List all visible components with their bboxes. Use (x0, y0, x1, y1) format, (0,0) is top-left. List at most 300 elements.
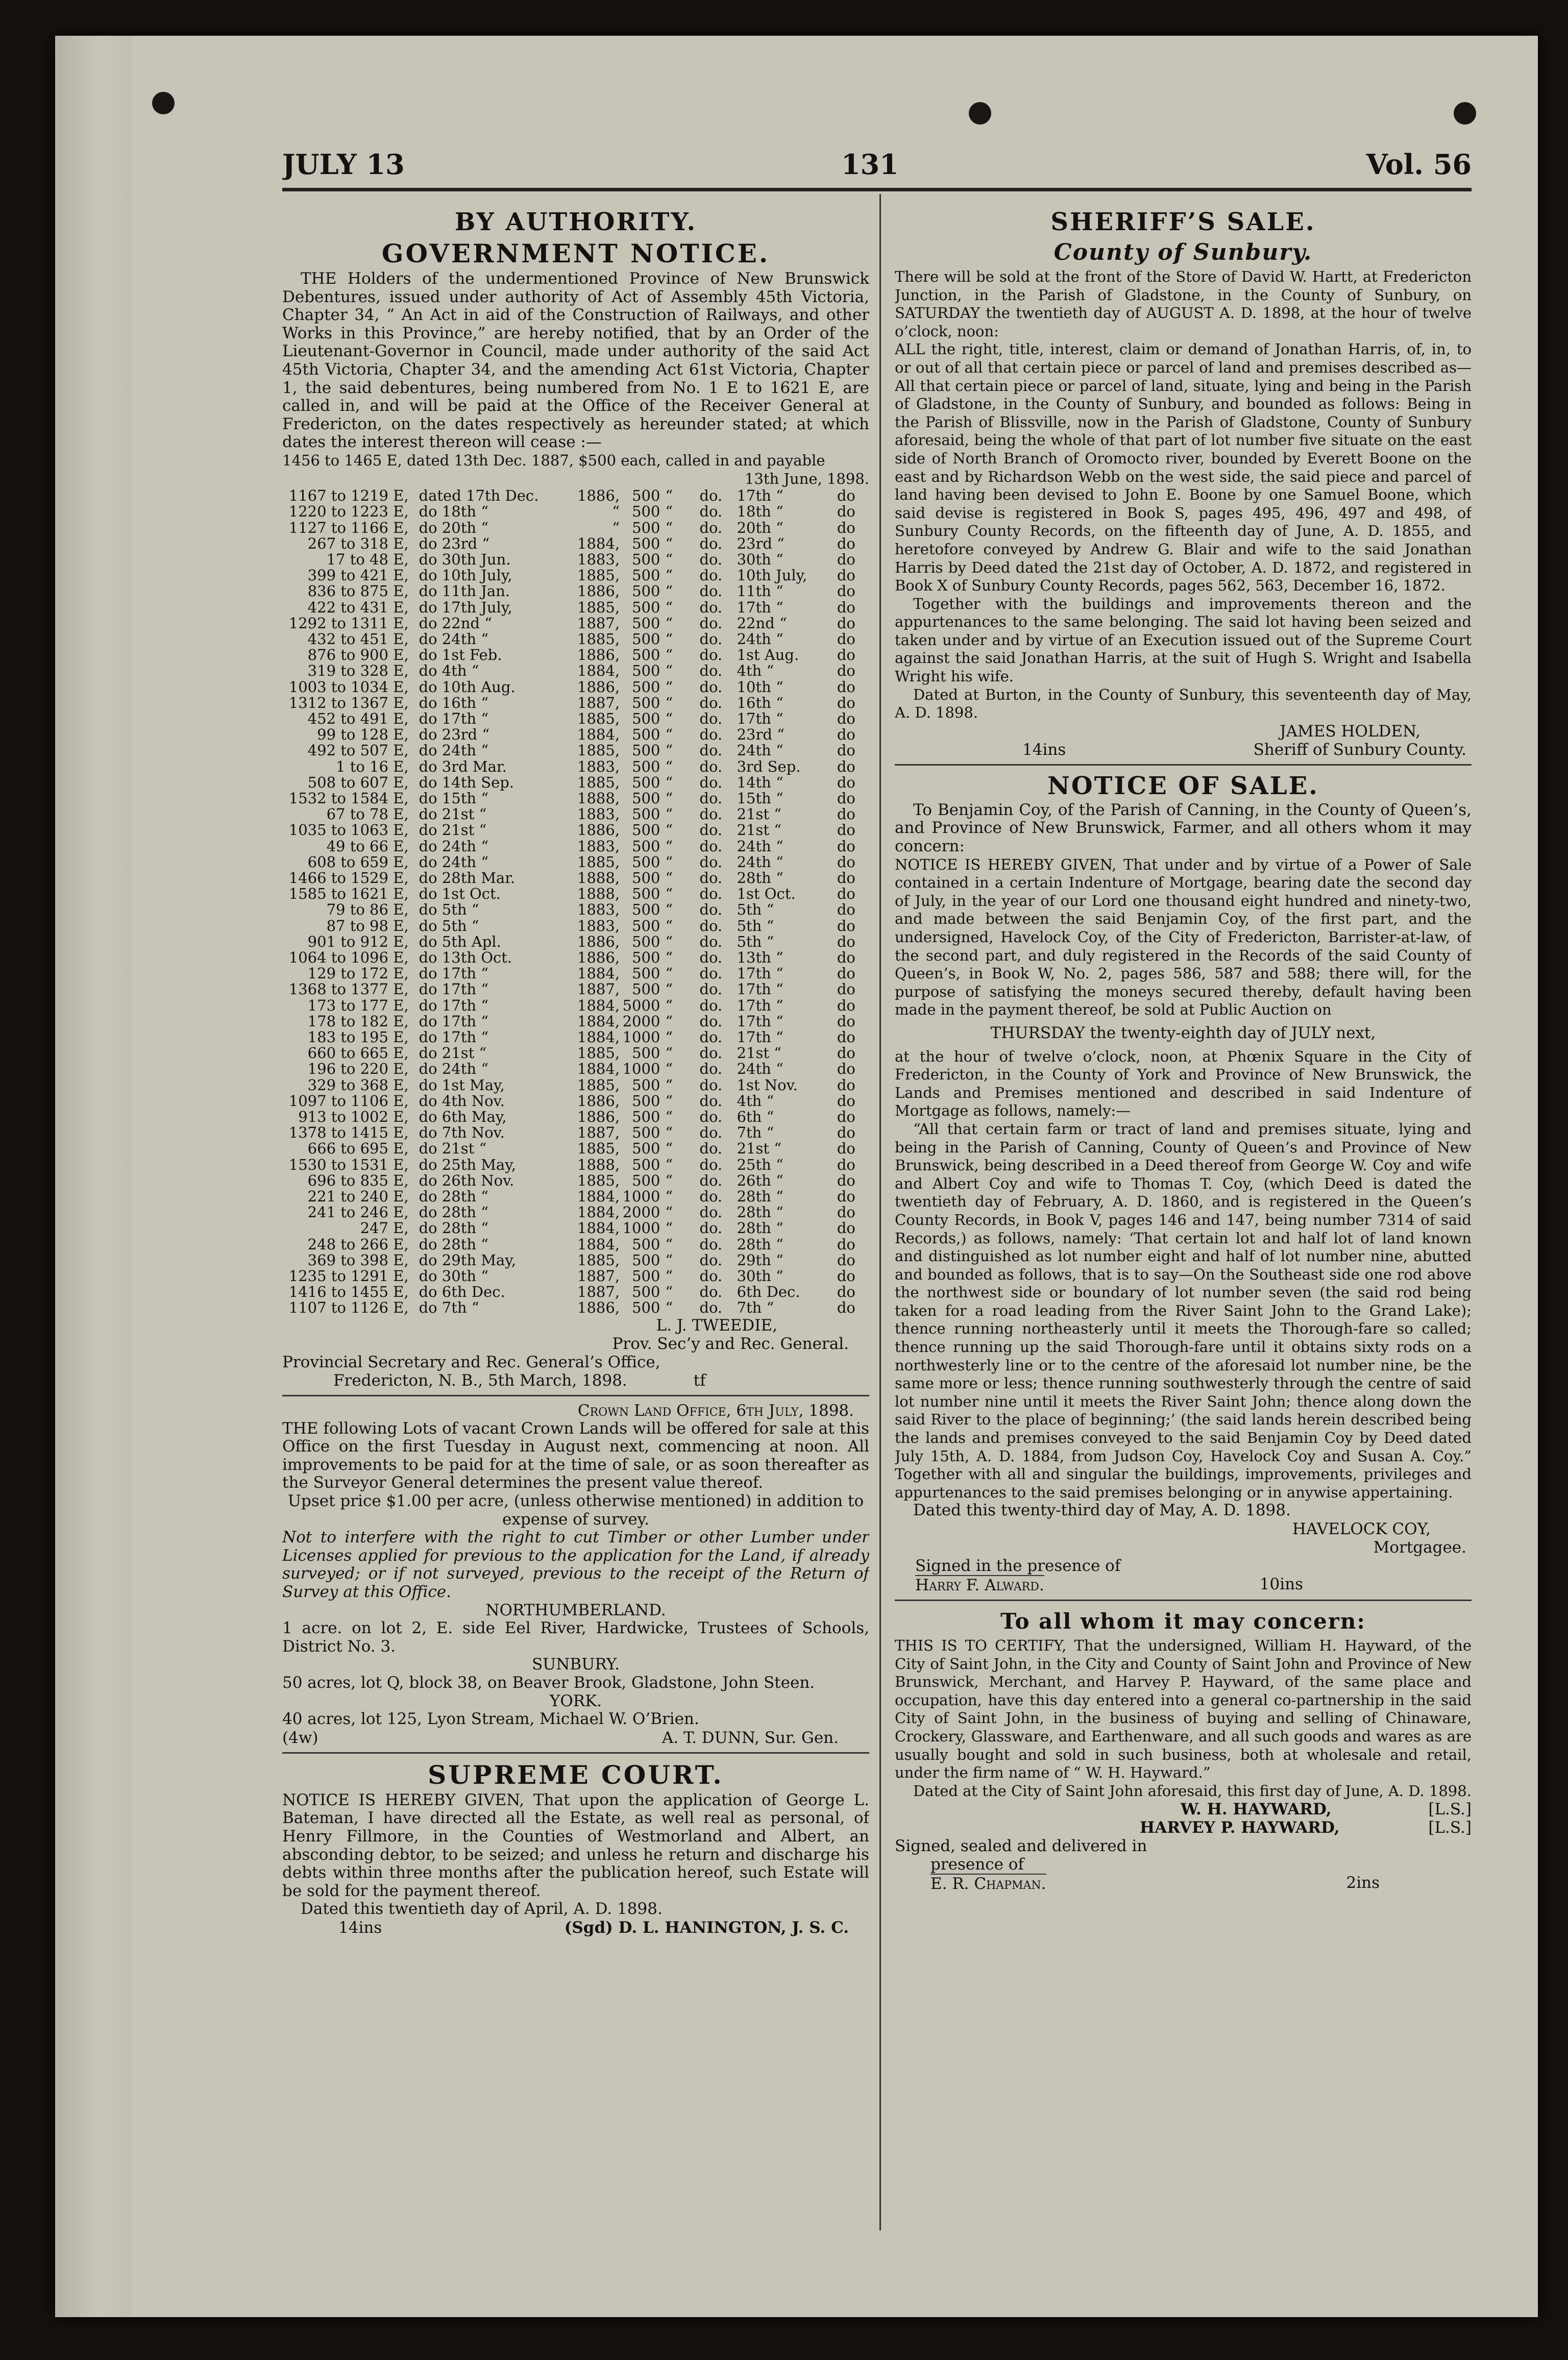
deb-range: 913 to 1002 E, (298, 1108, 409, 1126)
deb-amount: 500 (632, 1299, 660, 1317)
deb-year: 1888, (577, 885, 620, 903)
deb-amount: 500 (632, 503, 660, 521)
deb-each: “ (665, 1283, 673, 1301)
deb-do2: do (837, 1235, 855, 1253)
debenture-row (282, 1125, 869, 1141)
deb-dated: do 17th “ (419, 1012, 489, 1030)
deb-year: 1884, (577, 1203, 620, 1221)
deb-do2: do (837, 1124, 855, 1142)
deb-do: do. (699, 726, 723, 744)
deb-year: 1885, (577, 598, 620, 616)
deb-dated: do 23rd “ (419, 726, 490, 744)
deb-do: do. (699, 1060, 723, 1078)
deb-each: “ (665, 726, 673, 744)
deb-amount: 500 (632, 550, 660, 568)
deb-amount: 500 (632, 1140, 660, 1158)
page-header (282, 148, 1472, 189)
deb-year: 1887, (577, 614, 620, 632)
deb-each: “ (665, 949, 673, 967)
deb-do2: do (837, 1188, 855, 1206)
deb-do: do. (699, 550, 723, 568)
deb-amount: 500 (632, 901, 660, 919)
deb-year: 1885, (577, 1251, 620, 1269)
deb-do: do. (699, 1028, 723, 1046)
deb-each: “ (665, 1267, 673, 1285)
deb-amount: 500 (632, 662, 660, 680)
deb-payable: 28th “ (737, 869, 783, 887)
deb-each: “ (665, 932, 673, 950)
deb-payable: 21st “ (737, 1044, 782, 1062)
deb-each: “ (665, 503, 673, 521)
debenture-row (282, 822, 869, 838)
deb-dated: do 25th May, (419, 1156, 516, 1173)
deb-year: 1884, (577, 726, 620, 744)
deb-each: “ (665, 1156, 673, 1173)
sheriff-intro: There will be sold at the front of the Store of David W. Hartt, at Fredericton Junction, in the Parish of Gladstone, in the County of Sunbury, on SATURDAY the twentieth day of AUGUST A. D. 1898, at the hour of twelve o’clock, noon: (895, 268, 1472, 340)
deb-payable: 1st Nov. (737, 1076, 798, 1094)
deb-dated: do 17th “ (419, 965, 489, 982)
deb-range: 329 to 368 E, (307, 1076, 409, 1094)
sheriff-execution: Together with the buildings and improvements thereon and the appurtenances to the same belonging. The said lot having been seized and taken under and by virtue of an Execution issued out of the Supreme Court against the said Jonathan Harris, at the suit of Hugh S. Wright and Isabella Wright his wife. (895, 595, 1472, 685)
deb-dated: do 3rd Mar. (419, 757, 507, 775)
deb-dated: do 5th “ (419, 917, 479, 935)
deb-amount: 500 (632, 567, 660, 584)
crown-signature-row (282, 1729, 869, 1747)
deb-range: 696 to 835 E, (307, 1171, 409, 1189)
deb-range: 1368 to 1377 E, (288, 980, 409, 998)
deb-do: do. (699, 534, 723, 552)
deb-each: “ (665, 487, 673, 505)
deb-year: 1886, (577, 1108, 620, 1126)
deb-do2: do (837, 1060, 855, 1078)
mortgage-witness-row (895, 1575, 1472, 1594)
deb-amount: 500 (632, 1044, 660, 1062)
supreme-signature: (Sgd) D. L. HANINGTON, J. S. C. (564, 1918, 849, 1937)
deb-do2: do (837, 630, 855, 648)
debenture-row (282, 1204, 869, 1220)
debenture-row (282, 1268, 869, 1284)
deb-payable: 6th “ (737, 1108, 774, 1126)
deb-year: 1884, (577, 662, 620, 680)
deb-each: “ (665, 789, 673, 807)
debenture-row (282, 1220, 869, 1236)
deb-year: 1884, (577, 1028, 620, 1046)
deb-each: “ (665, 773, 673, 791)
deb-amount: 1000 (622, 1219, 660, 1237)
debenture-row (282, 504, 869, 520)
certificate-heading: To all whom it may concern: (1000, 1609, 1366, 1634)
deb-payable: 20th “ (737, 519, 783, 536)
debenture-row (282, 711, 869, 727)
deb-year: 1883, (577, 805, 620, 823)
debenture-row (282, 1189, 869, 1204)
deb-dated: do 4th Nov. (419, 1092, 505, 1110)
deb-range: 1167 to 1219 E, (288, 487, 409, 505)
deb-payable: 24th “ (737, 630, 783, 648)
debenture-row (282, 950, 869, 966)
deb-year: 1887, (577, 1267, 620, 1285)
debenture-row (282, 854, 869, 870)
deb-payable: 18th “ (737, 503, 783, 521)
deb-do2: do (837, 582, 855, 600)
debenture-row (282, 870, 869, 886)
deb-dated: do 28th “ (419, 1188, 489, 1206)
debenture-row (282, 1077, 869, 1093)
deb-range: 1107 to 1126 E, (288, 1299, 409, 1317)
deb-amount: 500 (632, 789, 660, 807)
deb-amount: 2000 (622, 1012, 660, 1030)
deb-year: 1883, (577, 917, 620, 935)
debenture-row (282, 775, 869, 791)
deb-each: “ (665, 869, 673, 887)
deb-do2: do (837, 1108, 855, 1126)
debenture-row (282, 791, 869, 806)
deb-dated: do 17th “ (419, 980, 489, 998)
debenture-first-line-cont: 13th June, 1898. (744, 470, 869, 487)
deb-do: do. (699, 1283, 723, 1301)
sheriff-signature-row (895, 741, 1472, 759)
debenture-row (282, 886, 869, 902)
deb-each: “ (665, 1235, 673, 1253)
deb-amount: 500 (632, 487, 660, 505)
deb-each: “ (665, 901, 673, 919)
volume-number: Vol. 56 (1366, 148, 1472, 181)
deb-each: “ (665, 1203, 673, 1221)
deb-payable: 28th “ (737, 1188, 783, 1206)
deb-range: 67 to 78 E, (326, 805, 409, 823)
crown-upset-price: Upset price $1.00 per acre, (unless otherwise mentioned) in addition to expense of survey. (287, 1492, 864, 1529)
right-column (895, 207, 1472, 2243)
binding-hole (152, 92, 175, 114)
notice-of-sale-description: “All that certain farm or tract of land and premises situate, lying and being in the Parish of Canning, County of Queen’s and Province of New Brunswick, being described in a Deed thereof from George W. Coy and wife and Albert Coy and wife to Thomas T. Coy, (which Deed is dated the twentieth day of February, A. D. 1860, and is registered in the Queen’s County Records, in Book V, pages 146 and 147, being number 7314 of said Records,) as follows, namely: ‘That certain lot and half lot of land known and distinguished as lot number eight and half of lot number nine, abutted and bounded as follows, that is to say—On the Southeast side one rod above the northwest side or boundary of lot number seven (the said rod being taken for a road leading from the River Saint John to the Grand Lake); thence running northeasterly until it meets the Thorough-fare so called; thence running up the said Thorough-fare until it obtains sixty rods on a northwesterly line or to the centre of the aforesaid lot number nine, be the same more or less; thence running southwesterly through the centre of said lot number nine until it meets the River Saint John; thence along down the said River to the place of beginning;’ (the said lands herein described being the lands and premises conveyed to the said Benjamin Coy by Deed dated July 15th, A. D. 1884, from Judson Coy, Havelock Coy and Susan A. Coy.” Together with all and singular the buildings, improvements, privileges and appurtenances to the said premises belonging or in anywise appertaining. (895, 1120, 1472, 1501)
deb-year: 1885, (577, 773, 620, 791)
deb-do: do. (699, 487, 723, 505)
deb-range: 1097 to 1106 E, (288, 1092, 409, 1110)
deb-range: 173 to 177 E, (307, 996, 409, 1014)
supreme-court-dated: Dated this twentieth day of April, A. D. 1898. (301, 1900, 663, 1919)
debenture-row (282, 568, 869, 583)
deb-do2: do (837, 885, 855, 903)
deb-dated: do 26th Nov. (419, 1171, 514, 1189)
gov-place: Fredericton, N. B., 5th March, 1898. (333, 1371, 627, 1390)
deb-do: do. (699, 789, 723, 807)
deb-amount: 500 (632, 853, 660, 871)
debenture-row (282, 1014, 869, 1029)
deb-range: 1530 to 1531 E, (288, 1156, 409, 1173)
notice-insertions: 10ins (1259, 1575, 1303, 1593)
debenture-row (282, 966, 869, 981)
debenture-row (282, 1157, 869, 1173)
deb-each: “ (665, 1108, 673, 1126)
deb-dated: do 21st “ (419, 821, 487, 839)
lot-sunbury: 50 acres, lot Q, block 38, on Beaver Brook, Gladstone, John Steen. (282, 1674, 815, 1692)
deb-year: 1885, (577, 1171, 620, 1189)
deb-each: “ (665, 1060, 673, 1078)
notice-of-sale-heading: NOTICE OF SALE. (1047, 771, 1319, 800)
deb-range: 369 to 398 E, (307, 1251, 409, 1269)
deb-do2: do (837, 646, 855, 664)
deb-year: 1885, (577, 1140, 620, 1158)
deb-do: do. (699, 1219, 723, 1237)
deb-do: do. (699, 1108, 723, 1126)
deb-range: 452 to 491 E, (307, 709, 409, 727)
deb-do: do. (699, 1140, 723, 1158)
deb-do2: do (837, 1283, 855, 1301)
deb-do: do. (699, 837, 723, 855)
section-rule (282, 1395, 869, 1396)
deb-dated: do 7th Nov. (419, 1124, 505, 1142)
deb-dated: do 24th “ (419, 630, 489, 648)
deb-year: 1884, (577, 1188, 620, 1206)
deb-payable: 26th “ (737, 1171, 783, 1189)
deb-payable: 10th July, (737, 567, 807, 584)
sheriff-dated: Dated at Burton, in the County of Sunbury, this seventeenth day of May, A. D. 1898. (895, 685, 1472, 722)
deb-each: “ (665, 1028, 673, 1046)
deb-year: 1887, (577, 1283, 620, 1301)
county-northumberland: NORTHUMBERLAND. (485, 1601, 666, 1619)
deb-amount: 500 (632, 1124, 660, 1142)
crown-land-notice: THE following Lots of vacant Crown Lands will be offered for sale at this Office on the first Tuesday in August next, commencing at noon. All improvements to be paid for at the time of sale, or as soon thereafter as the Surveyor General determines the present value thereof. (282, 1419, 869, 1492)
deb-range: 99 to 128 E, (317, 726, 409, 744)
deb-do: do. (699, 869, 723, 887)
deb-each: “ (665, 1299, 673, 1317)
deb-range: 1035 to 1063 E, (288, 821, 409, 839)
deb-payable: 5th “ (737, 932, 774, 950)
deb-dated: do 18th “ (419, 503, 489, 521)
supreme-court-notice: NOTICE IS HEREBY GIVEN, That upon the application of George L. Bateman, I have directed all the Estate, as well real as personal, of Henry Fillmore, in the Counties of Westmorland and Albert, an absconding debtor, to be seized; and unless he return and discharge his debts within three months after the publication hereof, such Estate will be sold for the payment thereof. (282, 1790, 869, 1900)
deb-payable: 4th “ (737, 1092, 774, 1110)
deb-do: do. (699, 709, 723, 727)
lot-york: 40 acres, lot 125, Lyon Stream, Michael W. O’Brien. (282, 1710, 699, 1729)
deb-dated: do 14th Sep. (419, 773, 514, 791)
debenture-row (282, 1029, 869, 1045)
deb-do: do. (699, 949, 723, 967)
deb-range: 79 to 86 E, (326, 901, 409, 919)
deb-do2: do (837, 1251, 855, 1269)
deb-payable: 15th “ (737, 789, 783, 807)
deb-each: “ (665, 1012, 673, 1030)
deb-do2: do (837, 1171, 855, 1189)
deb-amount: 500 (632, 1156, 660, 1173)
debenture-table (282, 488, 869, 1316)
deb-amount: 500 (632, 726, 660, 744)
deb-range: 508 to 607 E, (307, 773, 409, 791)
gov-signature-name: L. J. TWEEDIE, (656, 1316, 777, 1335)
deb-do2: do (837, 869, 855, 887)
deb-each: “ (665, 980, 673, 998)
gov-office: Provincial Secretary and Rec. General’s Office, (282, 1353, 660, 1371)
mortgage-signed-presence: Signed in the presence of (915, 1557, 1121, 1575)
deb-do: do. (699, 853, 723, 871)
deb-do: do. (699, 662, 723, 680)
deb-year: 1886, (577, 1092, 620, 1110)
debenture-row (282, 727, 869, 743)
certificate-body: THIS IS TO CERTIFY, That the undersigned, William H. Hayward, of the City of Saint John, in the City and County of Saint John and Province of New Brunswick, Merchant, and Harvey P. Hayward, of the same place and occupation, have this day entered into a general co-partnership in the said City of Saint John, in the business of buying and selling of Chinaware, Crockery, Glassware, and Earthenware, and all such goods and wares as are usually bought and sold in such business, both at wholesale and retail, under the firm name of “ W. H. Hayward.” (895, 1637, 1472, 1782)
deb-do: do. (699, 582, 723, 600)
deb-payable: 5th “ (737, 901, 774, 919)
deb-each: “ (665, 550, 673, 568)
binding-margin (55, 36, 132, 2317)
deb-payable: 17th “ (737, 965, 783, 982)
deb-year: 1885, (577, 1044, 620, 1062)
deb-do2: do (837, 598, 855, 616)
certificate-witness: E. R. Chapman. (930, 1875, 1046, 1894)
deb-payable: 21st “ (737, 821, 782, 839)
deb-year: 1883, (577, 837, 620, 855)
deb-dated: do 1st May, (419, 1076, 505, 1094)
deb-each: “ (665, 1140, 673, 1158)
debenture-row (282, 488, 869, 504)
deb-do2: do (837, 1219, 855, 1237)
section-rule (895, 1600, 1472, 1601)
deb-each: “ (665, 694, 673, 711)
deb-do: do. (699, 1235, 723, 1253)
deb-range: 87 to 98 E, (326, 917, 409, 935)
deb-dated: do 10th Aug. (419, 678, 516, 696)
deb-amount: 500 (632, 678, 660, 696)
deb-do: do. (699, 1251, 723, 1269)
lot-northumberland: 1 acre. on lot 2, E. side Eel River, Hardwicke, Trustees of Schools, District No. 3. (282, 1619, 869, 1656)
crown-insertions: (4w) (282, 1728, 318, 1747)
debenture-row (282, 1252, 869, 1268)
deb-do: do. (699, 917, 723, 935)
certificate-signature-row-1 (895, 1800, 1472, 1818)
deb-do: do. (699, 1203, 723, 1221)
debenture-row (282, 1109, 869, 1125)
deb-amount: 500 (632, 980, 660, 998)
deb-do2: do (837, 980, 855, 998)
certificate-signed: Signed, sealed and delivered in (895, 1837, 1147, 1856)
mortgagee-title: Mortgagee. (1373, 1538, 1466, 1557)
deb-amount: 500 (632, 837, 660, 855)
deb-amount: 2000 (622, 1203, 660, 1221)
deb-year: 1883, (577, 901, 620, 919)
binding-hole (1454, 102, 1476, 125)
seal-1: [L.S.] (1428, 1800, 1472, 1819)
sheriff-title: Sheriff of Sunbury County. (1253, 740, 1466, 759)
deb-do: do. (699, 821, 723, 839)
deb-do: do. (699, 885, 723, 903)
deb-dated: do 5th “ (419, 901, 479, 919)
deb-payable: 7th “ (737, 1124, 774, 1142)
deb-range: 1416 to 1455 E, (288, 1283, 409, 1301)
sheriff-signature: JAMES HOLDEN, (1280, 722, 1420, 741)
deb-range: 1466 to 1529 E, (288, 869, 409, 887)
deb-do2: do (837, 1092, 855, 1110)
debenture-row (282, 679, 869, 695)
deb-amount: 500 (632, 614, 660, 632)
deb-dated: do 24th “ (419, 1060, 489, 1078)
deb-do: do. (699, 1092, 723, 1110)
deb-do: do. (699, 1188, 723, 1206)
deb-each: “ (665, 1124, 673, 1142)
deb-dated: do 13th Oct. (419, 949, 512, 967)
deb-do2: do (837, 726, 855, 744)
deb-year: 1886, (577, 487, 620, 505)
deb-payable: 24th “ (737, 1060, 783, 1078)
deb-dated: do 17th “ (419, 996, 489, 1014)
deb-do: do. (699, 773, 723, 791)
government-notice-intro: THE Holders of the undermentioned Province of New Brunswick Debentures, issued under authority of Act of Assembly 45th Victoria, Chapter 34, “ An Act in aid of the Construction of Railways, and other Works in this Province,” are hereby notified, that by an Order of the Lieutenant-Governor in Council, made under authority of the said Act 45th Victoria, Chapter 34, and the amending Act 61st Victoria, Chapter 1, the said debentures, being numbered from No. 1 E to 1621 E, are called in, and will be paid at the Office of the Receiver General at Fredericton, on the dates respectively as hereunder stated; at which dates the interest thereon will cease :— (282, 269, 869, 452)
signatory-2: HARVEY P. HAYWARD, (1140, 1818, 1340, 1837)
deb-range: 1312 to 1367 E, (288, 694, 409, 711)
gov-signature-title: Prov. Sec’y and Rec. General. (612, 1334, 849, 1353)
deb-do2: do (837, 1156, 855, 1173)
notice-of-sale-day: THURSDAY the twenty-eighth day of JULY next, (990, 1023, 1376, 1042)
deb-do2: do (837, 550, 855, 568)
debenture-row (282, 1300, 869, 1316)
deb-do: do. (699, 1267, 723, 1285)
deb-payable: 1st Aug. (737, 646, 799, 664)
deb-each: “ (665, 1044, 673, 1062)
deb-payable: 10th “ (737, 678, 783, 696)
deb-each: “ (665, 614, 673, 632)
deb-do: do. (699, 1076, 723, 1094)
debenture-row (282, 1284, 869, 1300)
deb-do: do. (699, 567, 723, 584)
deb-range: 1585 to 1621 E, (288, 885, 409, 903)
deb-range: 1064 to 1096 E, (288, 949, 409, 967)
deb-do: do. (699, 980, 723, 998)
certificate-dated: Dated at the City of Saint John aforesaid, this first day of June, A. D. 1898. (913, 1782, 1472, 1800)
deb-dated: do 30th “ (419, 1267, 489, 1285)
issue-date: JULY 13 (282, 148, 405, 181)
deb-each: “ (665, 709, 673, 727)
debenture-row (282, 631, 869, 647)
certificate-presence: presence of (930, 1855, 1024, 1874)
supreme-signature-row (282, 1919, 869, 1937)
deb-payable: 24th “ (737, 837, 783, 855)
deb-payable: 1st Oct. (737, 885, 796, 903)
deb-do: do. (699, 1171, 723, 1189)
deb-dated: do 28th Mar. (419, 869, 516, 887)
deb-each: “ (665, 646, 673, 664)
debenture-row (282, 759, 869, 775)
deb-payable: 11th “ (737, 582, 783, 600)
deb-each: “ (665, 837, 673, 855)
deb-do2: do (837, 965, 855, 982)
deb-amount: 500 (632, 965, 660, 982)
deb-amount: 500 (632, 932, 660, 950)
notice-of-sale-body: NOTICE IS HEREBY GIVEN, That under and by virtue of a Power of Sale contained in a certain Indenture of Mortgage, bearing date the second day of July, in the year of our Lord one thousand eight hundred and ninety-two, and made between the said Benjamin Coy, of the first part, and the undersigned, Havelock Coy, of the City of Fredericton, Barrister-at-law, of the second part, and duly registered in the Records of the said County of Queen’s, in Book W, No. 2, pages 586, 587 and 588; there will, for the purpose of satisfying the moneys secured thereby, default having been made in the payment thereof, be sold at Public Auction on (895, 855, 1472, 1019)
deb-dated: do 5th Apl. (419, 932, 501, 950)
deb-each: “ (665, 757, 673, 775)
deb-do: do. (699, 519, 723, 536)
deb-do2: do (837, 1267, 855, 1285)
deb-range: 1127 to 1166 E, (288, 519, 409, 536)
deb-year: 1888, (577, 789, 620, 807)
deb-do2: do (837, 709, 855, 727)
deb-year: 1885, (577, 567, 620, 584)
deb-range: 183 to 195 E, (307, 1028, 409, 1046)
deb-do: do. (699, 805, 723, 823)
deb-amount: 500 (632, 1092, 660, 1110)
deb-year: 1885, (577, 630, 620, 648)
deb-do: do. (699, 757, 723, 775)
deb-amount: 1000 (622, 1028, 660, 1046)
supreme-court-heading: SUPREME COURT. (428, 1759, 724, 1790)
debenture-row (282, 1061, 869, 1077)
deb-year: 1888, (577, 1156, 620, 1173)
certificate-witness-row (895, 1874, 1472, 1893)
deb-dated: do 21st “ (419, 805, 487, 823)
deb-amount: 500 (632, 1171, 660, 1189)
deb-do2: do (837, 917, 855, 935)
deb-dated: do 17th July, (419, 598, 512, 616)
deb-dated: do 24th “ (419, 837, 489, 855)
deb-year: 1885, (577, 709, 620, 727)
deb-dated: do 4th “ (419, 662, 479, 680)
